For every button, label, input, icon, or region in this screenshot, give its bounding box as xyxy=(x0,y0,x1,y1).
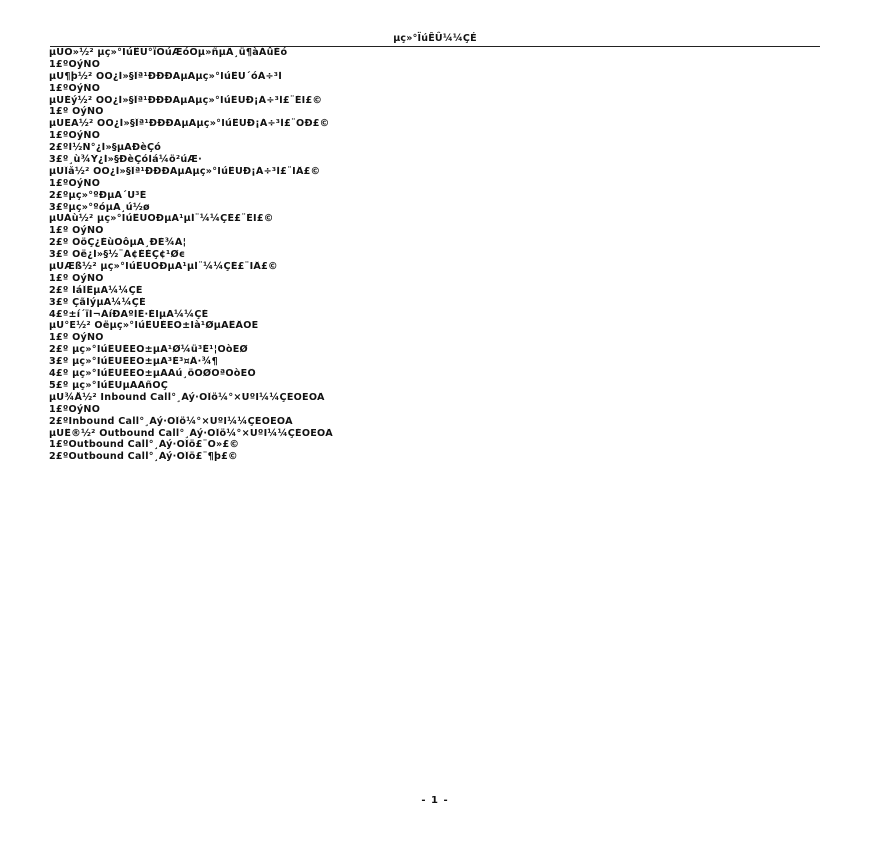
toc-line: 1£ºOutbound Call°¸Àý·ÖÎö£¨Ò»£© xyxy=(49,439,240,451)
toc-line: µÚÒ»½² µç»°ÏúÊÛ°ïÖúÆóÒµ»ñµÃ¸ü¶àÀûÈó xyxy=(49,47,288,58)
toc-line: 2£ºµç»°ºÐµÄ´Ù³É xyxy=(49,189,147,201)
toc-line: 1£ºÒýÑÔ xyxy=(49,58,101,70)
toc-line: µÚ¶þ½² ÒÔ¿Í»§Îª¹ÐÐÐÄµÄµç»°ÏúÊÛ´óÁ÷³Ì xyxy=(49,70,283,82)
toc-line: 2£ºInbound Call°¸Àý·ÖÎö¼°×ÛºÏ¼¼ÇÉÔËÓÃ xyxy=(49,415,293,427)
toc-line: 3£º µç»°ÏúÊÛÈËÔ±µÄ³É³¤Â·¾¶ xyxy=(49,356,219,368)
toc-line: 1£ºÒýÑÔ xyxy=(49,177,101,189)
toc-line: µÚÆß½² µç»°ÏúÊÛÖÐµÄ¹µÍ¨¼¼ÇÉ£¨ÏÂ£© xyxy=(49,261,278,273)
toc-line: µÚ°Ë½² Óëµç»°ÏúÊÛÈËÔ±Ïà¹ØµÄÊÂÒË xyxy=(49,320,259,332)
toc-line: 2£ºÌ½Ñ°¿Í»§µÄÐèÇó xyxy=(49,142,162,154)
toc-line: µÚÁù½² µç»°ÏúÊÛÖÐµÄ¹µÍ¨¼¼ÇÉ£¨ÉÏ£© xyxy=(49,213,274,225)
page-header-title: µç»°ÏúÊÛ¼¼ÇÉ xyxy=(50,33,820,47)
toc-line: 2£ºOutbound Call°¸Àý·ÖÎö£¨¶þ£© xyxy=(49,451,238,463)
toc-line: 4£º µç»°ÏúÊÛÈËÔ±µÄÄú¸öÖØÒªÒòËÕ xyxy=(49,368,256,380)
toc-line: 3£º ÇãÌýµÄ¼¼ÇÉ xyxy=(49,296,146,308)
toc-line: µÚÊ®½² Outbound Call°¸Àý·ÖÎö¼°×ÛºÏ¼¼ÇÉÔËÓÃ xyxy=(49,427,333,439)
table-of-contents xyxy=(49,47,819,463)
toc-line: 1£º ÒýÑÔ xyxy=(49,106,104,118)
toc-line: 1£ºÒýÑÔ xyxy=(49,403,101,415)
toc-line: 3£º Óë¿Í»§½¨Á¢ÈÈÇ¢¹Øϵ xyxy=(49,249,186,261)
toc-line: 3£ºµç»°ºóµÄ¸ú½ø xyxy=(49,201,150,213)
toc-line: µÚËÄ½² ÒÔ¿Í»§Îª¹ÐÐÐÄµÄµç»°ÏúÊÛÐ¡Á÷³Ì£¨ÖÐ£© xyxy=(49,118,330,130)
toc-line: µÚÎå½² ÒÔ¿Í»§Îª¹ÐÐÐÄµÄµç»°ÏúÊÛÐ¡Á÷³Ì£¨ÏÂ£© xyxy=(49,165,321,177)
toc-line: 4£º±í´ïÍ¬ÀíÐÄºÍÈ·ÈÏµÄ¼¼ÇÉ xyxy=(49,308,209,320)
toc-line: 1£º ÒýÑÔ xyxy=(49,272,104,284)
toc-line: 1£ºÒýÑÔ xyxy=(49,82,101,94)
toc-line: 2£º ÕöÇ¿ÉùÒôµÄ¸ÐÈ¾Á¦ xyxy=(49,237,187,249)
toc-line: 2£º ÌáÎÊµÄ¼¼ÇÉ xyxy=(49,284,143,296)
toc-line: 5£º µç»°ÏúÊÛµÄÃñÒÇ xyxy=(49,379,169,391)
toc-line: 3£º¸ù¾Ý¿Í»§ÐèÇóÌá¼ö²úÆ· xyxy=(49,154,202,166)
toc-line: 2£º µç»°ÏúÊÛÈËÔ±µÄ¹Ø¼ü³É¹¦ÒòËØ xyxy=(49,344,248,356)
toc-line: 1£º ÒýÑÔ xyxy=(49,225,104,237)
toc-line: 1£º ÒýÑÔ xyxy=(49,332,104,344)
toc-line: µÚ¾Å½² Inbound Call°¸Àý·ÖÎö¼°×ÛºÏ¼¼ÇÉÔËÓÃ xyxy=(49,391,325,403)
page-number: - 1 - xyxy=(421,795,449,806)
toc-line: 1£ºÒýÑÔ xyxy=(49,130,101,142)
toc-line: µÚÈý½² ÒÔ¿Í»§Îª¹ÐÐÐÄµÄµç»°ÏúÊÛÐ¡Á÷³Ì£¨ÉÏ£© xyxy=(49,94,323,106)
